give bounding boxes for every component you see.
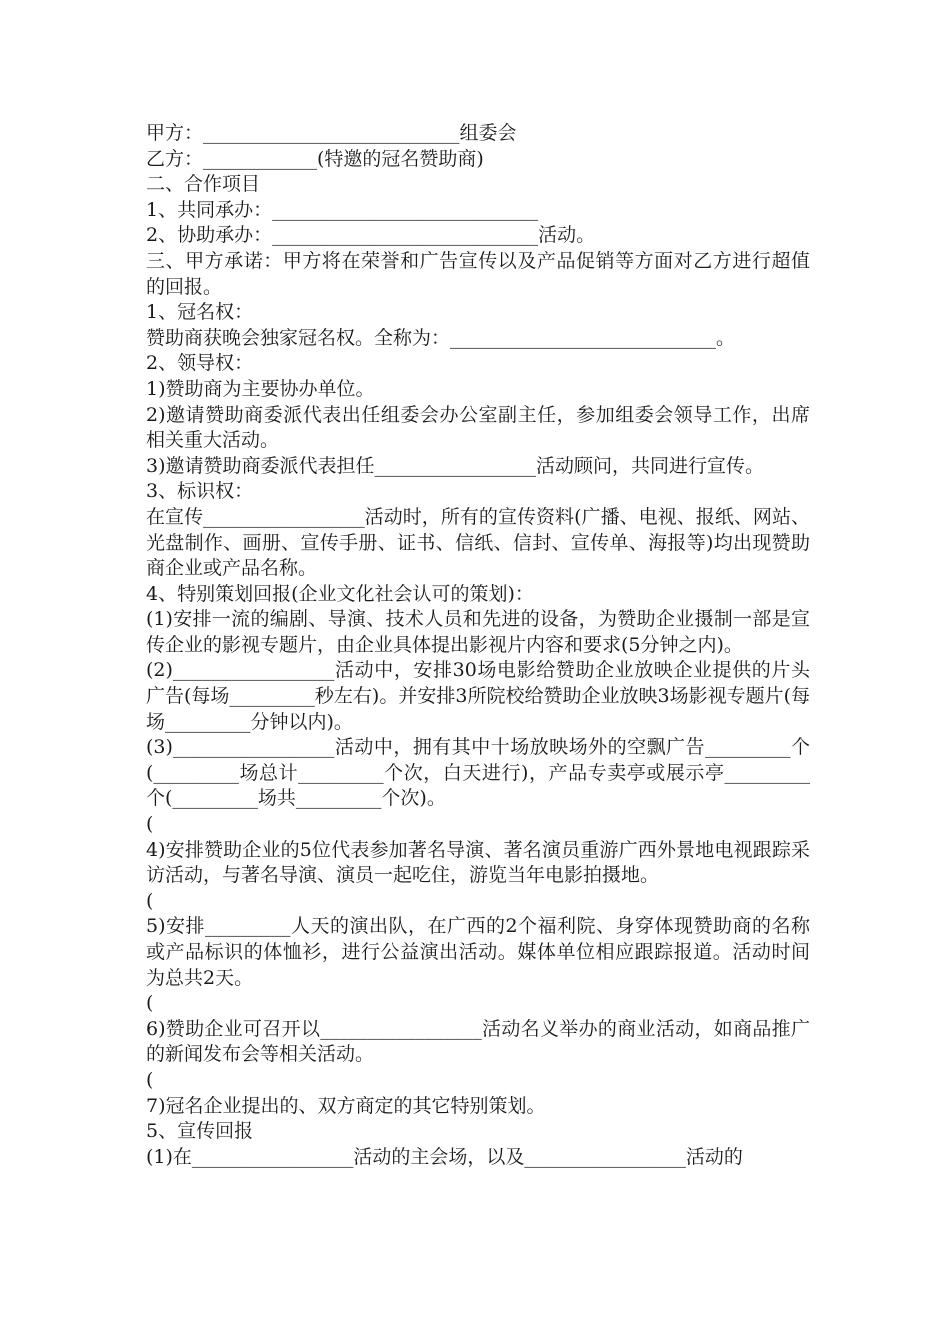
special-plan-item-7: 7)冠名企业提出的、双方商定的其它特别策划。: [146, 1094, 546, 1117]
leadership-item-1: 1)赞助商为主要协办单位。: [146, 377, 375, 400]
special-plan-item-4: 4)安排赞助企业的5位代表参加著名导演、著名演员重游广西外景地电视跟踪采访活动，与著名导演、演员一起吃住，游览当年电影拍摄地。: [146, 838, 810, 887]
party-a-line: 甲方：___________________________组委会: [146, 122, 517, 144]
leadership-heading: 2、领导权：: [146, 352, 254, 375]
party-b-line: 乙方：____________(特邀的冠名赞助商): [146, 147, 484, 170]
special-plan-heading: 4、特别策划回报(企业文化社会认可的策划)：: [146, 582, 534, 605]
stray-paren: (: [146, 889, 154, 912]
publicity-item-1: (1)在_________________活动的主会场，以及_________________活动的: [146, 1145, 743, 1168]
leadership-item-3: 3)邀请赞助商委派代表担任_________________活动顾问，共同进行宣传。: [146, 454, 765, 477]
special-plan-item-3: (3)_________________活动中，拥有其中十场放映场外的空飘广告_________个(_________场总计_________个次，白天进行)，产品专卖亭或展示亭_________个(_________场共_________个次)。: [146, 736, 810, 810]
special-plan-item-1: (1)安排一流的编剧、导演、技术人员和先进的设备，为赞助企业摄制一部是宣传企业的影视专题片，由企业具体提出影视片内容和要求(5分钟之内)。: [146, 608, 810, 656]
section-heading-cooperation: 二、合作项目: [146, 173, 261, 196]
stray-paren: (: [146, 813, 154, 836]
naming-rights-heading: 1、冠名权：: [146, 301, 254, 324]
leadership-item-2: 2)邀请赞助商委派代表出任组委会办公室副主任，参加组委会领导工作，出席相关重大活动。: [146, 403, 810, 452]
section-heading-commitment: 三、甲方承诺：甲方将在荣誉和广告宣传以及产品促销等方面对乙方进行超值的回报。: [146, 249, 810, 298]
stray-paren: (: [146, 992, 154, 1015]
publicity-heading: 5、宣传回报: [146, 1120, 254, 1143]
special-plan-item-2: (2)_________________活动中，安排30场电影给赞助企业放映企业提供的片头广告(每场_________秒左右)。并安排3所院校给赞助企业放映3场影视专题片(每场_________分钟以内)。: [146, 659, 810, 733]
document-body: [146, 121, 810, 1170]
assist-organizer-line: 2、协助承办：____________________________活动。: [146, 224, 596, 247]
logo-rights-heading: 3、标识权：: [146, 480, 254, 503]
special-plan-item-6: 6)赞助企业可召开以_________________活动名义举办的商业活动，如商品推广的新闻发布会等相关活动。: [146, 1017, 810, 1066]
special-plan-item-5: 5)安排_________人天的演出队，在广西的2个福利院、身穿体现赞助商的名称或产品标识的体恤衫，进行公益演出活动。媒体单位相应跟踪报道。活动时间为总共2天。: [146, 915, 810, 989]
naming-rights-text: 赞助商获晚会独家冠名权。全称为：____________________________。: [146, 326, 736, 349]
stray-paren: (: [146, 1068, 154, 1091]
co-organizer-line: 1、共同承办：____________________________: [146, 198, 539, 221]
logo-rights-text: 在宣传_________________活动时，所有的宣传资料(广播、电视、报纸、网站、光盘制作、画册、宣传手册、证书、信纸、信封、宣传单、海报等)均出现赞助商企业或产品名称。: [146, 505, 810, 580]
